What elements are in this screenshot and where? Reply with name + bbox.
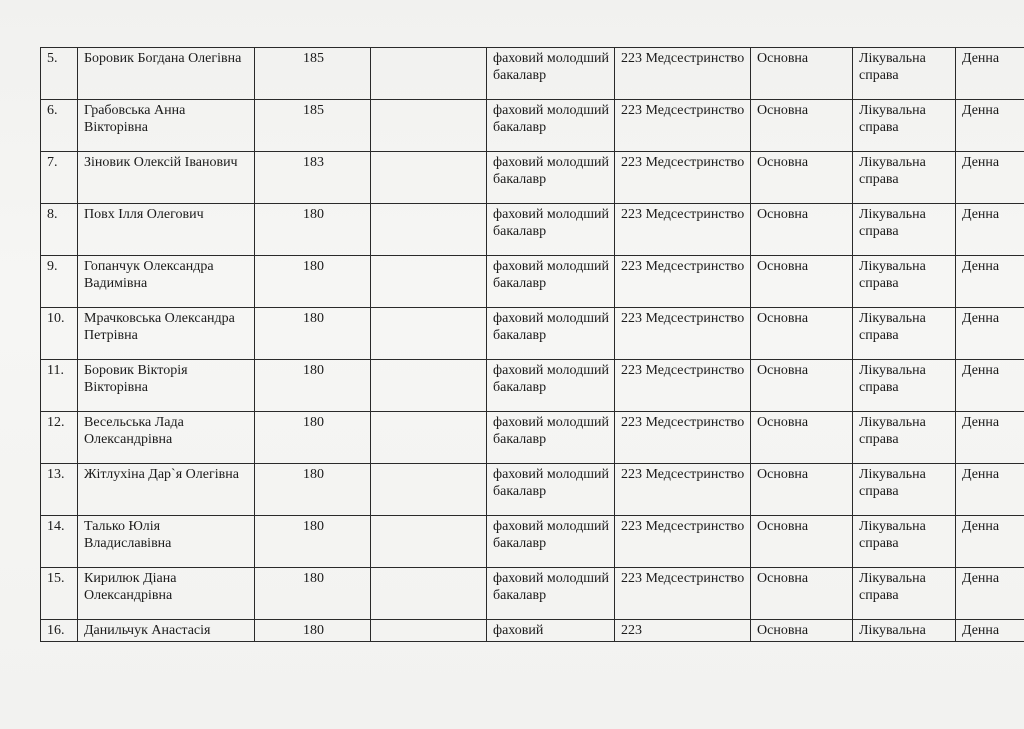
specialty: 223 Медсестринство [615,308,751,360]
specialty: 223 Медсестринство [615,152,751,204]
admission-type: Основна [751,464,853,516]
admission-type: Основна [751,100,853,152]
extra-cell [371,464,487,516]
row-number: 13. [41,464,78,516]
applicant-score: 180 [255,464,371,516]
admission-type: Основна [751,620,853,642]
specialty: 223 Медсестринство [615,412,751,464]
applicant-score: 183 [255,152,371,204]
program-name: Лікувальна справа [853,464,956,516]
applicant-name: Мрачковська Олександра Петрівна [78,308,255,360]
admission-type: Основна [751,48,853,100]
study-form: Денна [956,256,1024,308]
study-form: Денна [956,516,1024,568]
program-name: Лікувальна справа [853,100,956,152]
education-level: фаховий молодший бакалавр [487,516,615,568]
program-name: Лікувальна справа [853,256,956,308]
admission-type: Основна [751,516,853,568]
applicant-name: Боровик Богдана Олегівна [78,48,255,100]
row-number: 6. [41,100,78,152]
program-name: Лікувальна [853,620,956,642]
row-number: 9. [41,256,78,308]
extra-cell [371,308,487,360]
applicant-score: 180 [255,412,371,464]
applicant-score: 180 [255,568,371,620]
table-body [41,48,1024,642]
table-row [41,100,1024,152]
table-row [41,516,1024,568]
table-row [41,568,1024,620]
row-number: 8. [41,204,78,256]
admission-type: Основна [751,308,853,360]
table-row [41,308,1024,360]
applicant-name: Грабовська Анна Вікторівна [78,100,255,152]
education-level: фаховий молодший бакалавр [487,360,615,412]
applicant-name: Талько Юлія Владиславівна [78,516,255,568]
program-name: Лікувальна справа [853,516,956,568]
extra-cell [371,412,487,464]
applicant-name: Кирилюк Діана Олександрівна [78,568,255,620]
row-number: 7. [41,152,78,204]
study-form: Денна [956,308,1024,360]
row-number: 14. [41,516,78,568]
applicant-name: Повх Ілля Олегович [78,204,255,256]
program-name: Лікувальна справа [853,48,956,100]
extra-cell [371,152,487,204]
table-row [41,152,1024,204]
extra-cell [371,48,487,100]
extra-cell [371,100,487,152]
study-form: Денна [956,204,1024,256]
specialty: 223 Медсестринство [615,360,751,412]
education-level: фаховий молодший бакалавр [487,256,615,308]
study-form: Денна [956,412,1024,464]
applicant-score: 180 [255,204,371,256]
study-form: Денна [956,620,1024,642]
row-number: 16. [41,620,78,642]
extra-cell [371,568,487,620]
admission-type: Основна [751,152,853,204]
extra-cell [371,360,487,412]
extra-cell [371,204,487,256]
admission-type: Основна [751,360,853,412]
program-name: Лікувальна справа [853,568,956,620]
admission-type: Основна [751,412,853,464]
applicant-name: Гопанчук Олександра Вадимівна [78,256,255,308]
applicant-score: 180 [255,516,371,568]
program-name: Лікувальна справа [853,308,956,360]
table-row [41,412,1024,464]
study-form: Денна [956,568,1024,620]
specialty: 223 Медсестринство [615,48,751,100]
extra-cell [371,620,487,642]
program-name: Лікувальна справа [853,152,956,204]
applicant-name: Данильчук Анастасія [78,620,255,642]
education-level: фаховий молодший бакалавр [487,464,615,516]
specialty: 223 Медсестринство [615,100,751,152]
education-level: фаховий молодший бакалавр [487,48,615,100]
study-form: Денна [956,48,1024,100]
admission-type: Основна [751,568,853,620]
specialty: 223 Медсестринство [615,256,751,308]
row-number: 12. [41,412,78,464]
applicant-name: Весельська Лада Олександрівна [78,412,255,464]
study-form: Денна [956,100,1024,152]
program-name: Лікувальна справа [853,204,956,256]
row-number: 5. [41,48,78,100]
applicant-name: Жітлухіна Дар`я Олегівна [78,464,255,516]
applicant-score: 180 [255,308,371,360]
row-number: 11. [41,360,78,412]
specialty: 223 Медсестринство [615,464,751,516]
applicant-score: 180 [255,360,371,412]
applicant-score: 185 [255,48,371,100]
table-row [41,48,1024,100]
applicant-score: 180 [255,620,371,642]
table-row [41,256,1024,308]
applicant-name: Зіновик Олексій Іванович [78,152,255,204]
extra-cell [371,516,487,568]
applicants-table [40,47,1024,642]
row-number: 10. [41,308,78,360]
education-level: фаховий молодший бакалавр [487,568,615,620]
applicant-name: Боровик Вікторія Вікторівна [78,360,255,412]
table-row [41,464,1024,516]
applicant-score: 185 [255,100,371,152]
specialty: 223 Медсестринство [615,204,751,256]
specialty: 223 Медсестринство [615,516,751,568]
admission-type: Основна [751,204,853,256]
education-level: фаховий [487,620,615,642]
education-level: фаховий молодший бакалавр [487,204,615,256]
admission-type: Основна [751,256,853,308]
specialty: 223 Медсестринство [615,568,751,620]
program-name: Лікувальна справа [853,360,956,412]
extra-cell [371,256,487,308]
education-level: фаховий молодший бакалавр [487,152,615,204]
applicant-score: 180 [255,256,371,308]
study-form: Денна [956,464,1024,516]
education-level: фаховий молодший бакалавр [487,308,615,360]
study-form: Денна [956,152,1024,204]
table-row [41,360,1024,412]
row-number: 15. [41,568,78,620]
specialty: 223 [615,620,751,642]
study-form: Денна [956,360,1024,412]
table-row [41,204,1024,256]
education-level: фаховий молодший бакалавр [487,412,615,464]
table-row [41,620,1024,642]
program-name: Лікувальна справа [853,412,956,464]
education-level: фаховий молодший бакалавр [487,100,615,152]
